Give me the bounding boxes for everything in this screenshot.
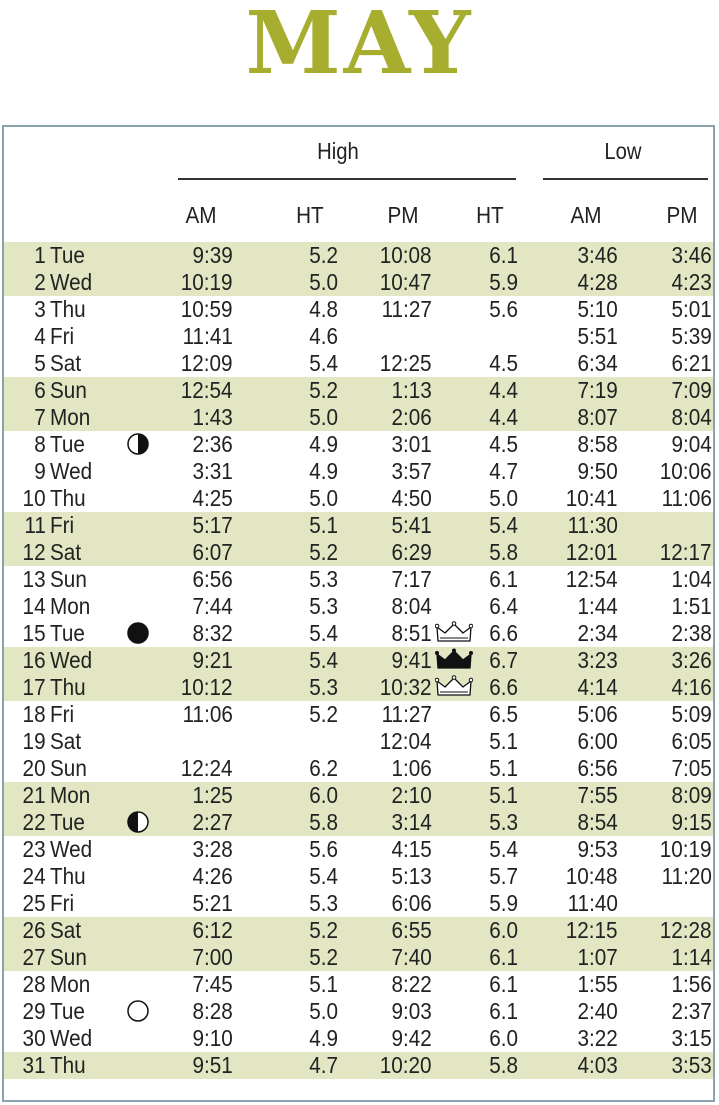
low-pm-time: 5:09 [671,701,712,727]
high-am-time: 1:43 [192,404,233,430]
high-am-height: 5.0 [309,269,338,295]
day-number: 23 [22,836,46,862]
high-pm-height: 5.3 [489,809,518,835]
day-of-week: Tue [50,242,85,268]
high-am-height: 5.2 [309,917,338,943]
low-am-time: 10:41 [566,485,618,511]
low-pm-time: 9:04 [671,431,712,457]
day-of-week: Mon [50,782,91,808]
day-number: 19 [22,728,46,754]
high-pm-height: 4.4 [489,377,518,403]
low-pm-time: 3:53 [671,1052,712,1078]
high-am-time: 11:41 [182,323,233,349]
low-am-time: 8:58 [577,431,618,457]
day-of-week: Tue [50,809,85,835]
low-am-time: 12:15 [566,917,618,943]
day-of-week: Mon [50,971,91,997]
low-am-time: 12:01 [566,539,618,565]
high-am-height: 5.4 [309,350,338,376]
day-number: 26 [22,917,46,943]
tide-row [4,593,713,620]
outline-crown-icon [435,675,473,699]
low-pm-time: 11:06 [661,485,712,511]
low-am-time: 11:40 [567,890,618,916]
low-am-time: 7:19 [577,377,618,403]
day-number: 27 [22,944,46,970]
high-pm-height: 5.4 [489,512,518,538]
high-am-height: 5.2 [309,242,338,268]
high-am-time: 6:07 [192,539,233,565]
tide-row [4,458,713,485]
high-am-time: 9:21 [192,647,233,673]
day-number: 14 [22,593,46,619]
high-am-time: 2:27 [192,809,233,835]
low-pm-time: 3:46 [671,242,712,268]
tide-row [4,971,713,998]
low-pm-time: 10:06 [660,458,712,484]
day-number: 7 [34,404,46,430]
day-number: 2 [34,269,46,295]
col-header-high-ht: HT [296,202,324,228]
day-of-week: Fri [50,890,75,916]
tide-row [4,431,713,458]
low-pm-time: 6:05 [671,728,712,754]
high-pm-time: 8:04 [391,593,432,619]
high-pm-height: 5.7 [489,863,518,889]
high-am-time: 8:32 [192,620,233,646]
high-am-time: 7:45 [192,971,233,997]
day-of-week: Thu [50,674,86,700]
day-of-week: Sun [50,944,87,970]
high-pm-time: 6:06 [391,890,432,916]
high-pm-height: 5.9 [489,890,518,916]
tide-row [4,1025,713,1052]
tide-row [4,377,713,404]
high-pm-height: 5.8 [489,1052,518,1078]
high-am-time: 7:44 [192,593,233,619]
low-am-time: 6:56 [577,755,618,781]
high-am-height: 5.4 [309,620,338,646]
high-am-time: 7:00 [192,944,233,970]
tide-row [4,647,713,674]
high-am-height: 5.0 [309,485,338,511]
low-pm-time: 1:51 [671,593,712,619]
day-of-week: Fri [50,323,75,349]
high-pm-height: 4.5 [489,431,518,457]
day-of-week: Sat [50,728,82,754]
low-pm-time: 5:01 [671,296,712,322]
tide-row [4,485,713,512]
high-pm-time: 10:32 [380,674,432,700]
day-number: 9 [34,458,46,484]
high-pm-time: 10:08 [380,242,432,268]
low-am-time: 6:34 [577,350,618,376]
tide-row [4,782,713,809]
high-am-time: 11:06 [182,701,233,727]
day-of-week: Wed [50,269,93,295]
low-am-time: 1:44 [577,593,618,619]
low-pm-time: 10:19 [660,836,712,862]
day-of-week: Wed [50,647,93,673]
day-of-week: Thu [50,296,86,322]
low-header-rule [543,178,708,180]
high-am-height: 4.7 [309,1052,338,1078]
day-number: 25 [22,890,46,916]
tide-row [4,998,713,1025]
high-pm-time: 3:01 [391,431,432,457]
high-am-height: 5.1 [309,971,338,997]
tide-row [4,539,713,566]
day-number: 10 [22,485,46,511]
tide-row [4,728,713,755]
high-am-time: 2:36 [192,431,233,457]
high-pm-height: 6.0 [489,1025,518,1051]
high-pm-time: 6:29 [391,539,432,565]
col-header-high-ht-pm: HT [476,202,504,228]
low-am-time: 4:28 [577,269,618,295]
high-header-rule [178,178,516,180]
low-am-time: 2:34 [577,620,618,646]
high-am-time: 12:09 [181,350,233,376]
high-pm-height: 6.7 [489,647,518,673]
high-pm-time: 7:17 [391,566,432,592]
high-am-height: 5.8 [309,809,338,835]
high-am-time: 4:25 [192,485,233,511]
new-moon-icon [127,622,149,644]
full-moon-icon [127,1000,149,1022]
high-pm-time: 12:25 [380,350,432,376]
high-pm-time: 8:22 [391,971,432,997]
low-pm-time: 3:15 [671,1025,712,1051]
last-quarter-moon-icon [127,433,149,455]
high-pm-time: 5:41 [391,512,432,538]
low-pm-time: 11:20 [661,863,712,889]
low-pm-time: 1:04 [671,566,712,592]
high-pm-height: 5.6 [489,296,518,322]
tide-row [4,674,713,701]
tide-row [4,1052,713,1079]
high-group-header: High [317,138,359,164]
low-am-time: 5:10 [577,296,618,322]
low-am-time: 11:30 [567,512,618,538]
high-pm-height: 6.4 [489,593,518,619]
high-pm-time: 6:55 [391,917,432,943]
high-pm-time: 2:10 [391,782,432,808]
low-am-time: 12:54 [566,566,618,592]
high-pm-height: 6.5 [489,701,518,727]
day-number: 6 [34,377,46,403]
high-am-time: 5:21 [192,890,233,916]
high-am-height: 5.2 [309,701,338,727]
high-am-height: 5.3 [309,593,338,619]
high-pm-height: 6.1 [489,242,518,268]
day-of-week: Sat [50,350,82,376]
solid-crown-icon [435,648,473,672]
high-pm-time: 12:04 [380,728,432,754]
high-am-time: 10:59 [181,296,233,322]
high-pm-time: 7:40 [391,944,432,970]
high-pm-height: 4.7 [489,458,518,484]
low-pm-time: 12:28 [660,917,712,943]
day-number: 29 [22,998,46,1024]
day-of-week: Wed [50,836,93,862]
low-pm-time: 7:05 [671,755,712,781]
high-pm-height: 5.0 [489,485,518,511]
high-pm-height: 6.6 [489,674,518,700]
high-am-time: 6:56 [192,566,233,592]
high-am-time: 9:51 [192,1052,233,1078]
tide-row [4,701,713,728]
outline-crown-icon [435,621,473,645]
tide-row [4,323,713,350]
low-am-time: 9:53 [577,836,618,862]
high-am-time: 1:25 [192,782,233,808]
low-am-time: 8:54 [577,809,618,835]
day-number: 1 [34,242,46,268]
high-am-height: 5.1 [309,512,338,538]
day-number: 21 [22,782,46,808]
high-am-height: 5.2 [309,944,338,970]
low-pm-time: 5:39 [671,323,712,349]
high-am-time: 9:10 [192,1025,233,1051]
low-pm-time: 8:04 [671,404,712,430]
day-of-week: Tue [50,620,85,646]
first-quarter-moon-icon [127,811,149,833]
high-am-height: 5.2 [309,377,338,403]
col-header-high-pm: PM [387,202,419,228]
high-pm-height: 5.4 [489,836,518,862]
low-am-time: 3:46 [577,242,618,268]
day-of-week: Sun [50,377,87,403]
low-am-time: 7:55 [577,782,618,808]
tide-row [4,836,713,863]
low-pm-time: 3:26 [671,647,712,673]
high-am-time: 12:54 [181,377,233,403]
tide-row [4,755,713,782]
day-number: 11 [24,512,46,538]
day-of-week: Thu [50,863,86,889]
high-am-time: 9:39 [192,242,233,268]
tide-row [4,620,713,647]
day-of-week: Sat [50,539,82,565]
col-header-low-pm: PM [666,202,698,228]
day-of-week: Fri [50,701,75,727]
day-number: 8 [34,431,46,457]
high-pm-height: 4.5 [489,350,518,376]
day-of-week: Mon [50,404,91,430]
day-number: 3 [34,296,46,322]
day-of-week: Wed [50,1025,93,1051]
day-of-week: Thu [50,1052,86,1078]
day-number: 4 [34,323,46,349]
low-am-time: 5:51 [577,323,618,349]
high-am-height: 4.6 [309,323,338,349]
high-pm-height: 4.4 [489,404,518,430]
low-pm-time: 2:37 [671,998,712,1024]
high-pm-time: 2:06 [391,404,432,430]
low-am-time: 8:07 [577,404,618,430]
low-am-time: 9:50 [577,458,618,484]
high-am-height: 6.2 [309,755,338,781]
high-am-height: 4.9 [309,458,338,484]
high-am-time: 12:24 [181,755,233,781]
tide-row [4,296,713,323]
high-am-time: 3:28 [192,836,233,862]
low-pm-time: 6:21 [671,350,712,376]
day-number: 18 [22,701,46,727]
low-am-time: 10:48 [566,863,618,889]
day-number: 12 [22,539,46,565]
high-pm-height: 6.1 [489,566,518,592]
day-number: 13 [22,566,46,592]
low-am-time: 4:03 [577,1052,618,1078]
low-pm-time: 4:16 [671,674,712,700]
day-of-week: Sun [50,566,87,592]
high-am-height: 5.3 [309,890,338,916]
month-title: MAY [245,0,474,94]
high-am-height: 4.9 [309,1025,338,1051]
day-of-week: Tue [50,998,85,1024]
tide-row [4,269,713,296]
tide-rows [4,242,713,1079]
high-pm-height: 6.6 [489,620,518,646]
high-am-time: 6:12 [192,917,233,943]
high-am-height: 5.0 [309,404,338,430]
high-pm-height: 6.1 [489,998,518,1024]
col-header-high-am: AM [185,202,217,228]
high-pm-time: 11:27 [381,296,432,322]
high-pm-time: 9:41 [391,647,432,673]
low-pm-time: 4:23 [671,269,712,295]
high-am-time: 5:17 [192,512,233,538]
low-am-time: 1:07 [577,944,618,970]
high-am-height: 5.4 [309,863,338,889]
low-pm-time: 1:56 [671,971,712,997]
tide-row [4,917,713,944]
low-am-time: 4:14 [577,674,618,700]
day-of-week: Sun [50,755,87,781]
high-pm-time: 3:57 [391,458,432,484]
day-of-week: Thu [50,485,86,511]
high-pm-time: 4:15 [391,836,432,862]
low-pm-time: 12:17 [660,539,712,565]
high-am-height: 4.9 [309,431,338,457]
high-pm-height: 5.9 [489,269,518,295]
day-of-week: Tue [50,431,85,457]
high-am-height: 5.6 [309,836,338,862]
day-number: 24 [22,863,46,889]
high-am-height: 5.0 [309,998,338,1024]
day-number: 28 [22,971,46,997]
day-of-week: Fri [50,512,75,538]
high-am-height: 6.0 [309,782,338,808]
high-pm-time: 5:13 [391,863,432,889]
low-am-time: 3:23 [577,647,618,673]
col-header-low-am: AM [570,202,602,228]
high-am-time: 3:31 [192,458,233,484]
low-pm-time: 1:14 [671,944,712,970]
tide-row [4,404,713,431]
tide-row [4,242,713,269]
high-pm-time: 1:13 [391,377,432,403]
low-am-time: 6:00 [577,728,618,754]
high-pm-time: 3:14 [391,809,432,835]
tide-row [4,809,713,836]
high-pm-time: 10:47 [380,269,432,295]
low-group-header: Low [604,138,642,164]
high-am-height: 5.3 [309,674,338,700]
high-am-height: 5.4 [309,647,338,673]
high-pm-time: 10:20 [380,1052,432,1078]
tide-row [4,512,713,539]
day-number: 17 [22,674,46,700]
high-pm-height: 6.0 [489,917,518,943]
high-am-time: 10:19 [181,269,233,295]
high-pm-time: 1:06 [391,755,432,781]
high-pm-time: 4:50 [391,485,432,511]
day-of-week: Sat [50,917,82,943]
high-pm-time: 8:51 [391,620,432,646]
tide-row [4,890,713,917]
high-pm-height: 5.8 [489,539,518,565]
high-pm-time: 11:27 [381,701,432,727]
high-am-height: 4.8 [309,296,338,322]
high-am-time: 10:12 [181,674,233,700]
day-number: 31 [22,1052,46,1078]
high-pm-height: 5.1 [489,728,518,754]
day-number: 16 [22,647,46,673]
day-of-week: Mon [50,593,91,619]
low-am-time: 3:22 [577,1025,618,1051]
high-pm-height: 5.1 [489,782,518,808]
tide-row [4,944,713,971]
low-pm-time: 8:09 [671,782,712,808]
high-pm-time: 9:03 [391,998,432,1024]
high-am-time: 8:28 [192,998,233,1024]
low-pm-time: 7:09 [671,377,712,403]
high-pm-height: 6.1 [489,944,518,970]
day-number: 5 [34,350,46,376]
high-pm-height: 6.1 [489,971,518,997]
low-am-time: 2:40 [577,998,618,1024]
high-pm-height: 5.1 [489,755,518,781]
tide-row [4,350,713,377]
low-am-time: 5:06 [577,701,618,727]
tide-row [4,863,713,890]
day-number: 15 [22,620,46,646]
low-am-time: 1:55 [577,971,618,997]
high-am-height: 5.2 [309,539,338,565]
day-of-week: Wed [50,458,93,484]
day-number: 30 [22,1025,46,1051]
high-pm-time: 9:42 [391,1025,432,1051]
day-number: 20 [22,755,46,781]
tide-row [4,566,713,593]
low-pm-time: 2:38 [671,620,712,646]
high-am-height: 5.3 [309,566,338,592]
day-number: 22 [22,809,46,835]
low-pm-time: 9:15 [671,809,712,835]
high-am-time: 4:26 [192,863,233,889]
